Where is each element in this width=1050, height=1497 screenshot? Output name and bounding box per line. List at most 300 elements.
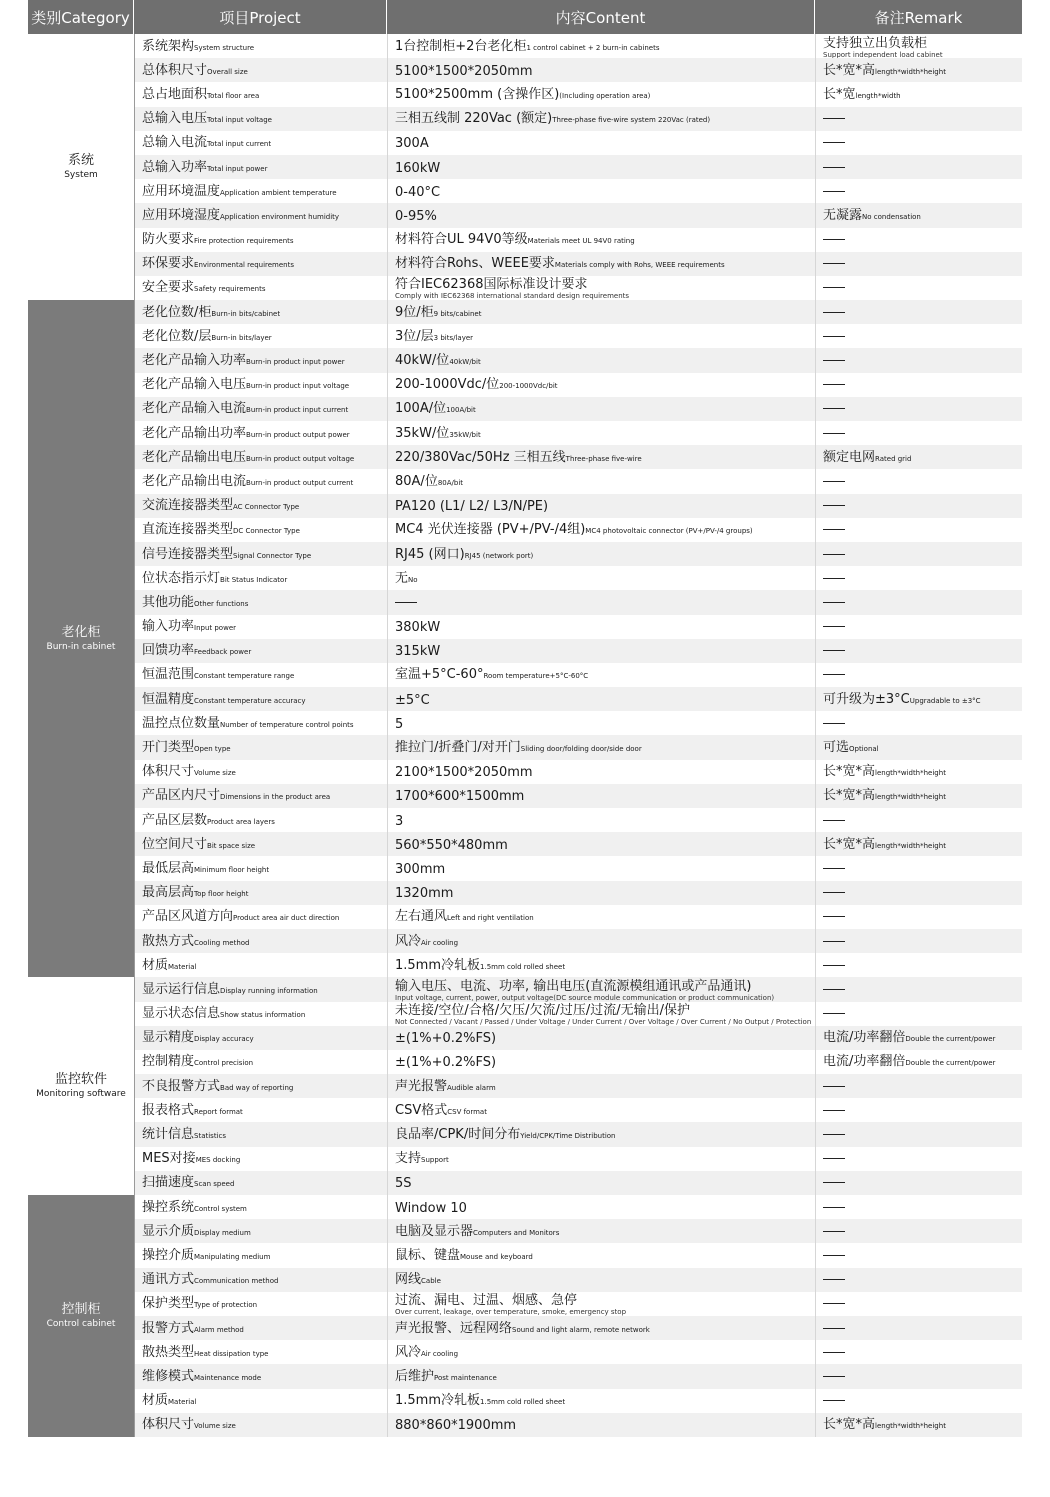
project-line	[142, 1028, 387, 1047]
remark-cell	[815, 58, 1022, 82]
content-cell	[387, 832, 815, 856]
table-row	[134, 1243, 1022, 1267]
content-cell	[387, 107, 815, 131]
content-line	[395, 665, 815, 684]
remark-line	[823, 762, 1022, 781]
project-zh: 交流连接器类型	[142, 498, 234, 514]
project-en: Burn-in product input power	[246, 358, 345, 367]
content-cell	[387, 1050, 815, 1074]
remark-cell	[815, 1389, 1022, 1413]
dash-mark	[823, 1207, 845, 1208]
project-en: Minimum floor height	[194, 865, 270, 874]
content-zh: 支持	[395, 1151, 422, 1167]
project-zh: 显示精度	[142, 1030, 195, 1046]
remark-cell	[815, 1243, 1022, 1267]
table-row	[134, 445, 1022, 469]
content-cell	[387, 494, 815, 518]
remark-cell	[815, 1147, 1022, 1171]
project-zh: 材质	[142, 1393, 169, 1409]
remark-cell	[815, 663, 1022, 687]
content-en: 1.5mm cold rolled sheet	[480, 962, 566, 971]
content-cell	[387, 421, 815, 445]
dash-mark	[823, 1134, 845, 1135]
content-line	[395, 424, 815, 443]
remark-cell	[815, 324, 1022, 348]
content-cell	[387, 590, 815, 614]
content-zh: 未连接/空位/合格/欠压/欠流/过压/过流/无输出/保护	[395, 1003, 691, 1019]
project-en: Material	[168, 962, 197, 971]
project-cell	[134, 1389, 387, 1413]
project-cell	[134, 953, 387, 977]
table-row	[134, 1050, 1022, 1074]
project-line	[142, 85, 387, 104]
content-note: Not Connected / Vacant / Passed / Under Voltage / Under Current / Over Voltage / Over Current / No Output / Protection	[395, 1018, 812, 1026]
content-zh: 输入电压、电流、功率, 输出电压(直流源模组通讯或产品通讯)	[395, 978, 752, 994]
content-line	[395, 1149, 815, 1168]
project-en: Bit Status Indicator	[220, 575, 288, 584]
remark-zh: 无凝露	[823, 207, 863, 223]
content-zh: 880*860*1900mm	[395, 1418, 517, 1434]
table-row	[134, 808, 1022, 832]
remark-cell	[815, 615, 1022, 639]
remark-cell	[815, 881, 1022, 905]
content-zh: 380kW	[395, 620, 441, 636]
project-line	[142, 1052, 387, 1071]
remark-cell	[815, 1122, 1022, 1146]
content-cell	[387, 711, 815, 735]
content-zh: 网线	[395, 1272, 422, 1288]
content-cell	[387, 179, 815, 203]
project-en: Control precision	[194, 1059, 254, 1068]
project-en: Signal Connector Type	[233, 551, 312, 560]
table-row	[134, 881, 1022, 905]
project-line	[142, 956, 387, 975]
dash-mark	[823, 384, 845, 385]
content-cell	[387, 639, 815, 663]
project-en: Show status information	[220, 1011, 306, 1020]
content-zh: 无	[395, 570, 409, 586]
remark-cell	[815, 518, 1022, 542]
content-line	[395, 375, 815, 394]
remark-cell	[815, 953, 1022, 977]
remark-cell	[815, 639, 1022, 663]
remark-cell	[815, 107, 1022, 131]
project-en: Display running information	[220, 986, 318, 995]
project-line	[142, 714, 387, 733]
project-cell	[134, 445, 387, 469]
table-row	[134, 107, 1022, 131]
content-zh: 良品率/CPK/时间分布	[395, 1127, 521, 1143]
content-note: Comply with IEC62368 international standard design requirements	[395, 292, 630, 301]
table-row	[134, 1147, 1022, 1171]
project-cell	[134, 1122, 387, 1146]
remark-zh: 长*宽	[823, 86, 856, 102]
project-en: Maintenance mode	[194, 1373, 262, 1382]
project-cell	[134, 1243, 387, 1267]
content-en: Air cooling	[421, 1349, 459, 1358]
content-en: Sound and light alarm, remote network	[512, 1325, 650, 1334]
spec-table	[28, 0, 1022, 1437]
project-cell	[134, 1002, 387, 1026]
remark-cell	[815, 34, 1022, 58]
remark-line	[823, 448, 1022, 467]
content-zh: 材料符合Rohs、WEEE要求	[395, 256, 555, 272]
table-row	[134, 494, 1022, 518]
project-cell	[134, 228, 387, 252]
table-row	[134, 1364, 1022, 1388]
content-zh: 材料符合UL 94V0等级	[395, 232, 528, 248]
project-line	[142, 786, 387, 805]
content-line	[395, 497, 815, 514]
remark-zh: 电流/功率翻倍	[823, 1030, 906, 1046]
project-en: Communication method	[194, 1277, 279, 1286]
content-line	[395, 1002, 815, 1019]
project-en: Volume size	[194, 769, 236, 778]
content-en: Three-phase five-wire system 220Vac (rated)	[552, 116, 711, 125]
content-line	[395, 691, 815, 708]
table-row	[134, 276, 1022, 300]
content-line	[395, 1343, 815, 1362]
content-cell	[387, 155, 815, 179]
project-line	[142, 375, 387, 394]
dash-mark	[823, 191, 845, 192]
content-cell	[387, 1243, 815, 1267]
content-en: CSV format	[447, 1107, 487, 1116]
table-row	[134, 639, 1022, 663]
dash-mark	[823, 578, 845, 579]
content-line	[395, 1222, 815, 1241]
content-en: 9 bits/cabinet	[433, 309, 482, 318]
remark-cell	[815, 1195, 1022, 1219]
project-cell	[134, 300, 387, 324]
dash-mark	[823, 1352, 845, 1353]
dash-mark	[823, 1013, 845, 1014]
project-zh: 体积尺寸	[142, 1417, 195, 1433]
project-cell	[134, 711, 387, 735]
project-zh: 统计信息	[142, 1127, 195, 1143]
remark-cell	[815, 1268, 1022, 1292]
remark-cell	[815, 348, 1022, 372]
content-cell	[387, 445, 815, 469]
project-en: Total input voltage	[207, 116, 272, 125]
dash-mark	[823, 239, 845, 240]
remark-line	[823, 1028, 1022, 1047]
table-row	[134, 324, 1022, 348]
content-line	[395, 884, 815, 901]
project-cell	[134, 977, 387, 1001]
content-line	[395, 715, 815, 732]
project-line	[142, 835, 387, 854]
project-cell	[134, 566, 387, 590]
table-row	[134, 469, 1022, 493]
category-group	[28, 300, 1022, 977]
project-cell	[134, 615, 387, 639]
table-row	[134, 82, 1022, 106]
content-zh: 5S	[395, 1176, 412, 1192]
table-row	[134, 155, 1022, 179]
content-zh: 后维护	[395, 1368, 435, 1384]
project-en: Heat dissipation type	[194, 1349, 269, 1358]
content-en: Room temperature+5°C-60°C	[483, 672, 589, 681]
content-line	[395, 207, 815, 224]
content-cell	[387, 252, 815, 276]
dash-mark	[823, 1255, 845, 1256]
project-en: Constant temperature range	[194, 672, 295, 681]
content-line	[395, 230, 815, 249]
remark-cell	[815, 300, 1022, 324]
remark-cell	[815, 1098, 1022, 1122]
table-row	[134, 397, 1022, 421]
project-line	[142, 278, 387, 297]
remark-cell	[815, 832, 1022, 856]
content-cell	[387, 1219, 815, 1243]
remark-cell	[815, 856, 1022, 880]
category-rows	[134, 977, 1022, 1195]
project-zh: 应用环境温度	[142, 183, 221, 199]
table-row	[134, 300, 1022, 324]
category-group	[28, 34, 1022, 300]
project-line	[142, 1222, 387, 1241]
remark-zh: 长*宽*高	[823, 836, 876, 852]
dash-mark	[823, 1231, 845, 1232]
dash-mark	[823, 965, 845, 966]
project-line	[142, 1343, 387, 1362]
content-line	[395, 448, 815, 467]
remark-cell	[815, 469, 1022, 493]
table-row	[134, 1074, 1022, 1098]
project-cell	[134, 1340, 387, 1364]
remark-line	[823, 85, 1022, 104]
table-row	[134, 784, 1022, 808]
project-zh: 防火要求	[142, 232, 195, 248]
remark-en: Double the current/power	[905, 1035, 996, 1044]
project-line	[142, 254, 387, 273]
project-en: Input power	[194, 624, 237, 633]
project-en: MES docking	[195, 1156, 241, 1165]
project-zh: 最高层高	[142, 885, 195, 901]
project-line	[142, 690, 387, 709]
project-en: Alarm method	[194, 1325, 244, 1334]
content-line	[395, 907, 815, 926]
table-row	[134, 373, 1022, 397]
remark-en: Upgradable to ±3°C	[909, 696, 981, 705]
content-zh: MC4 光伏连接器 (PV+/PV-/4组)	[395, 522, 586, 538]
dash-mark	[823, 868, 845, 869]
remark-cell	[815, 808, 1022, 832]
remark-cell	[815, 494, 1022, 518]
project-cell	[134, 494, 387, 518]
content-line	[395, 303, 815, 322]
remark-en: length*width*height	[875, 769, 946, 778]
dash-mark	[823, 1376, 845, 1377]
project-zh: 材质	[142, 957, 169, 973]
project-cell	[134, 203, 387, 227]
project-zh: 恒温范围	[142, 667, 195, 683]
content-cell	[387, 1074, 815, 1098]
dash-mark	[823, 336, 845, 337]
project-zh: 安全要求	[142, 280, 195, 296]
content-line	[395, 183, 815, 200]
remark-line	[823, 738, 1022, 757]
remark-cell	[815, 590, 1022, 614]
content-zh: 100A/位	[395, 401, 447, 417]
content-zh: 室温+5°C-60°	[395, 667, 484, 683]
content-en: 1.5mm cold rolled sheet	[480, 1398, 566, 1407]
project-cell	[134, 179, 387, 203]
content-cell	[387, 856, 815, 880]
project-line	[142, 206, 387, 225]
table-row	[134, 1389, 1022, 1413]
table-row	[134, 977, 1022, 1001]
table-row	[134, 760, 1022, 784]
content-cell	[387, 469, 815, 493]
project-zh: 显示运行信息	[142, 981, 221, 997]
content-zh: ±(1%+0.2%FS)	[395, 1031, 497, 1047]
remark-en: Double the current/power	[905, 1059, 996, 1068]
content-cell	[387, 1098, 815, 1122]
content-line	[395, 1367, 815, 1386]
content-line	[395, 956, 815, 975]
project-cell	[134, 856, 387, 880]
content-cell	[387, 808, 815, 832]
content-line	[395, 62, 815, 79]
remark-line	[823, 835, 1022, 854]
remark-cell	[815, 760, 1022, 784]
content-en: Air cooling	[421, 938, 459, 947]
project-cell	[134, 348, 387, 372]
table-row	[134, 179, 1022, 203]
project-en: Application ambient temperature	[220, 188, 337, 197]
content-cell	[387, 82, 815, 106]
table-row	[134, 1026, 1022, 1050]
content-line	[395, 738, 815, 757]
project-line	[142, 1415, 387, 1434]
project-zh: 通讯方式	[142, 1272, 195, 1288]
project-en: Number of temperature control points	[220, 720, 354, 729]
project-en: Open type	[194, 745, 231, 754]
project-en: Volume size	[194, 1422, 236, 1431]
dash-mark	[823, 723, 845, 724]
content-en: Sliding door/folding door/side door	[520, 745, 642, 754]
dash-mark	[823, 1400, 845, 1401]
content-zh: 300mm	[395, 861, 446, 877]
remark-cell	[815, 905, 1022, 929]
remark-cell	[815, 929, 1022, 953]
project-en: Burn-in product input voltage	[246, 382, 350, 391]
dash-mark	[823, 263, 845, 264]
remark-en: length*width*height	[875, 1422, 946, 1431]
project-zh: 散热类型	[142, 1344, 195, 1360]
table-row	[134, 252, 1022, 276]
remark-line	[823, 1052, 1022, 1071]
project-line	[142, 617, 387, 636]
content-en: Left and right ventilation	[447, 914, 534, 923]
project-zh: 位状态指示灯	[142, 570, 221, 586]
project-zh: 开门类型	[142, 740, 195, 756]
remark-cell	[815, 203, 1022, 227]
project-line	[142, 1391, 387, 1410]
project-zh: 输入功率	[142, 619, 195, 635]
project-zh: 控制精度	[142, 1054, 195, 1070]
category-rows	[134, 300, 1022, 977]
content-cell	[387, 228, 815, 252]
project-line	[142, 569, 387, 588]
remark-zh: 电流/功率翻倍	[823, 1054, 906, 1070]
project-en: Control system	[194, 1204, 247, 1213]
content-zh: 鼠标、键盘	[395, 1247, 461, 1263]
content-cell	[387, 566, 815, 590]
remark-cell	[815, 373, 1022, 397]
project-zh: 产品区层数	[142, 812, 208, 828]
project-zh: 直流连接器类型	[142, 522, 234, 538]
header-project: 项目Project	[134, 0, 387, 34]
project-cell	[134, 760, 387, 784]
project-line	[142, 133, 387, 152]
content-line	[395, 787, 815, 804]
category-rows	[134, 1195, 1022, 1437]
content-line	[395, 85, 815, 104]
project-zh: 总输入电压	[142, 111, 208, 127]
remark-cell	[815, 1413, 1022, 1437]
remark-cell	[815, 131, 1022, 155]
project-line	[142, 230, 387, 249]
project-en: Burn-in product output voltage	[246, 454, 355, 463]
project-zh: 位空间尺寸	[142, 836, 208, 852]
project-line	[142, 182, 387, 201]
dash-mark	[823, 287, 845, 288]
project-en: Product area layers	[207, 817, 275, 826]
table-row	[134, 953, 1022, 977]
project-en: Overall size	[207, 67, 248, 76]
project-zh: 总体积尺寸	[142, 62, 208, 78]
content-cell	[387, 276, 815, 300]
dash-mark	[823, 820, 845, 821]
remark-cell	[815, 179, 1022, 203]
content-line	[395, 860, 815, 877]
project-zh: 老化位数/柜	[142, 304, 212, 320]
content-zh: 风冷	[395, 1344, 422, 1360]
project-cell	[134, 1364, 387, 1388]
project-zh: 老化产品输出电流	[142, 473, 247, 489]
dash-mark	[823, 602, 845, 603]
content-cell	[387, 1026, 815, 1050]
project-line	[142, 883, 387, 902]
remark-zh: 长*宽*高	[823, 1417, 876, 1433]
content-cell	[387, 1292, 815, 1316]
category-zh: 控制柜	[61, 1301, 101, 1317]
content-cell	[387, 929, 815, 953]
project-en: Feedback power	[194, 648, 252, 657]
content-zh: 左右通风	[395, 909, 448, 925]
project-en: Dimensions in the product area	[220, 793, 331, 802]
dash-mark	[823, 674, 845, 675]
content-en: Mouse and keyboard	[460, 1252, 533, 1261]
project-zh: 总输入电流	[142, 135, 208, 151]
content-en: 100A/bit	[446, 406, 476, 415]
table-row	[134, 348, 1022, 372]
project-cell	[134, 469, 387, 493]
table-row	[134, 1413, 1022, 1437]
content-line	[395, 37, 815, 56]
category-en: System	[64, 170, 98, 181]
content-cell	[387, 1316, 815, 1340]
project-line	[142, 1004, 387, 1023]
category-cell	[28, 300, 134, 977]
project-zh: 老化产品输入功率	[142, 353, 247, 369]
content-zh: 三相五线制 220Vac (额定)	[395, 111, 553, 127]
project-en: Other functions	[194, 599, 249, 608]
project-zh: 老化位数/层	[142, 328, 212, 344]
